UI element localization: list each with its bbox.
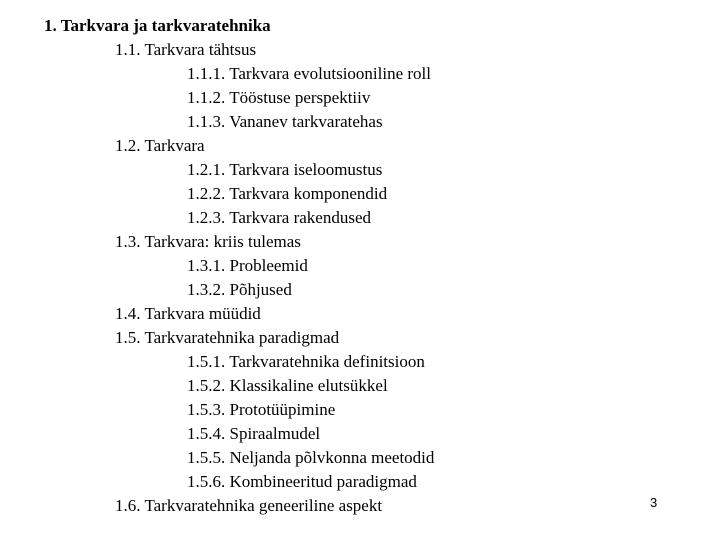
toc-item: 1.1.2. Tööstuse perspektiiv — [187, 88, 371, 107]
toc-item: 1.1.1. Tarkvara evolutsiooniline roll — [187, 64, 432, 83]
toc-heading: 1. Tarkvara ja tarkvaratehnika — [44, 16, 271, 35]
toc-item: 1.4. Tarkvara müüdid — [115, 304, 261, 323]
toc-item: 1.3.2. Põhjused — [187, 280, 292, 299]
toc-item: 1.5.5. Neljanda põlvkonna meetodid — [187, 448, 435, 467]
table-of-contents — [0, 14, 660, 518]
page-number: 3 — [650, 495, 658, 510]
toc-item: 1.5.2. Klassikaline elutsükkel — [187, 376, 388, 395]
toc-item: 1.5. Tarkvaratehnika paradigmad — [115, 328, 340, 347]
toc-item: 1.1.3. Vananev tarkvaratehas — [187, 112, 383, 131]
toc-item: 1.5.6. Kombineeritud paradigmad — [187, 472, 417, 491]
toc-item: 1.5.4. Spiraalmudel — [187, 424, 321, 443]
toc-item: 1.2.1. Tarkvara iseloomustus — [187, 160, 383, 179]
toc-item: 1.5.1. Tarkvaratehnika definitsioon — [187, 352, 425, 371]
toc-item: 1.2.3. Tarkvara rakendused — [187, 208, 372, 227]
toc-item: 1.5.3. Prototüüpimine — [187, 400, 336, 419]
toc-item: 1.3. Tarkvara: kriis tulemas — [115, 232, 301, 251]
toc-item: 1.2. Tarkvara — [115, 136, 205, 155]
toc-item: 1.1. Tarkvara tähtsus — [115, 40, 257, 59]
toc-item: 1.2.2. Tarkvara komponendid — [187, 184, 388, 203]
toc-item: 1.6. Tarkvaratehnika geneeriline aspekt — [115, 496, 383, 515]
toc-item: 1.3.1. Probleemid — [187, 256, 308, 275]
